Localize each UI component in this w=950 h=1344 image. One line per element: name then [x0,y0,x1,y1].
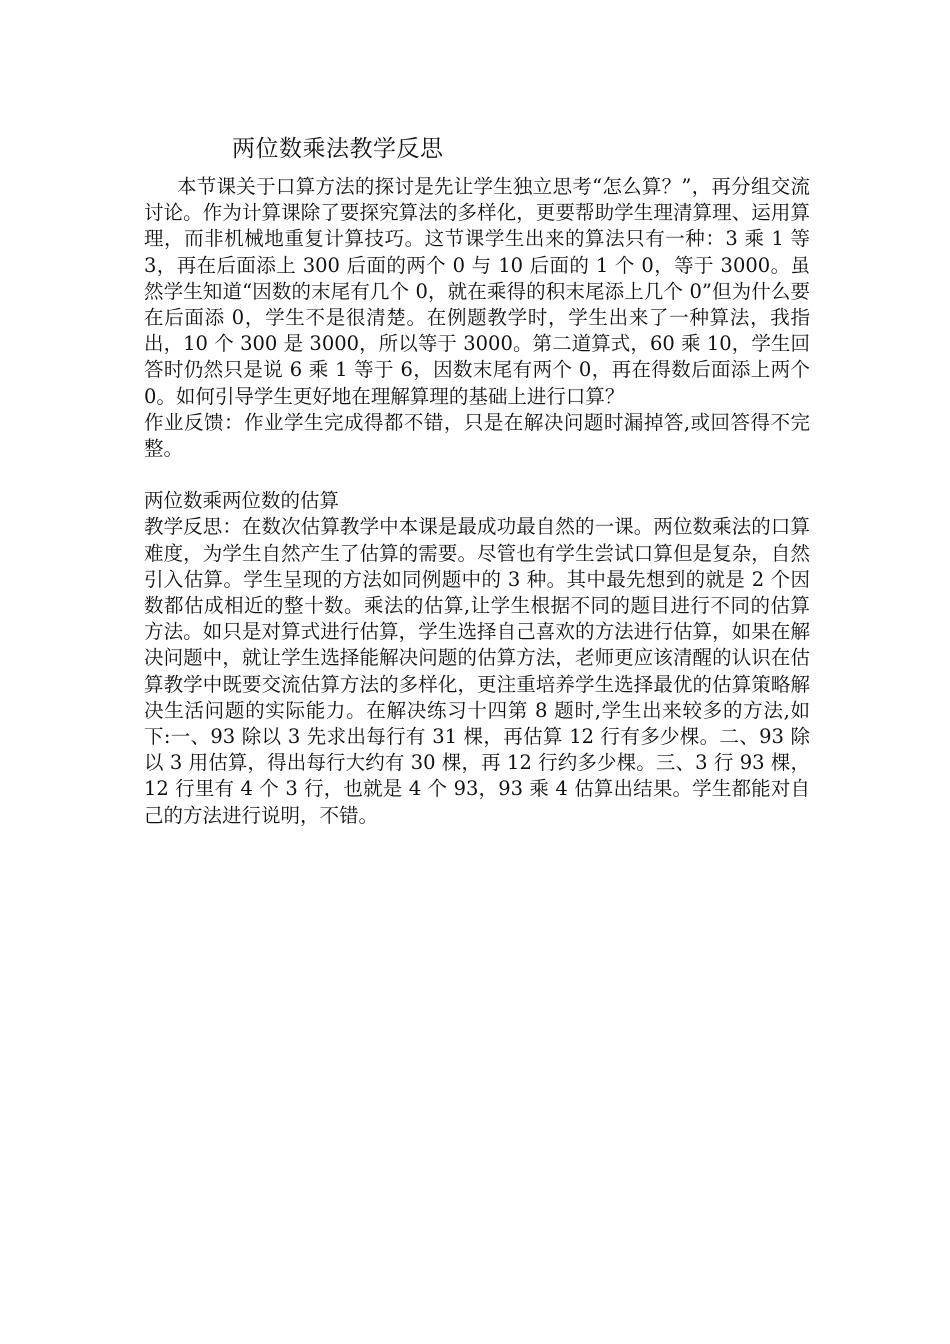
document-body [144,134,810,829]
section1-paragraph: 本节课关于口算方法的探讨是先让学生独立思考“怎么算？”，再分组交流讨论。作为计算课除了要探究算法的多样化，更要帮助学生理清算理、运用算理，而非机械地重复计算技巧。这节课学生出来的算法只有一种：3 乘 1 等 3，再在后面添上 300 后面的两个 0 与 10 后面的 1 个 0，等于 3000。虽然学生知道“因数的末尾有几个 0，就在乘得的积末尾添上几个 0”但为什么要在后面添 0，学生不是很清楚。在例题教学时，学生出来了一种算法，我指出，10 个 300 是 3000，所以等于 3000。第二道算式，60 乘 10，学生回答时仍然只是说 6 乘 1 等于 6，因数末尾有两个 0，再在得数后面添上两个 0。如何引导学生更好地在理解算理的基础上进行口算？ [144,175,810,408]
section2-heading: 两位数乘两位数的估算 [144,489,340,513]
homework-feedback: 作业反馈：作业学生完成得都不错，只是在解决问题时漏掉答,或回答得不完整。 [144,410,810,461]
section2-paragraph: 教学反思：在数次估算教学中本课是最成功最自然的一课。两位数乘法的口算难度，为学生自然产生了估算的需要。尽管也有学生尝试口算但是复杂，自然引入估算。学生呈现的方法如同例题中的 3 种。其中最先想到的就是 2 个因数都估成相近的整十数。乘法的估算,让学生根据不同的题目进行不同的估算方法。如只是对算式进行估算，学生选择自己喜欢的方法进行估算，如果在解决问题中，就让学生选择能解决问题的估算方法，老师更应该清醒的认识在估算教学中既要交流估算方法的多样化，更注重培养学生选择最优的估算策略解决生活问题的实际能力。在解决练习十四第 8 题时,学生出来较多的方法,如下:一、93 除以 3 先求出每行有 31 棵，再估算 12 行有多少棵。二、93 除以 3 用估算，得出每行大约有 30 棵，再 12 行约多少棵。三、3 行 93 棵，12 行里有 4 个 3 行，也就是 4 个 93，93 乘 4 估算出结果。学生都能对自己的方法进行说明，不错。 [144,515,810,827]
document-title: 两位数乘法教学反思 [232,136,444,162]
section-spacer [144,462,810,488]
